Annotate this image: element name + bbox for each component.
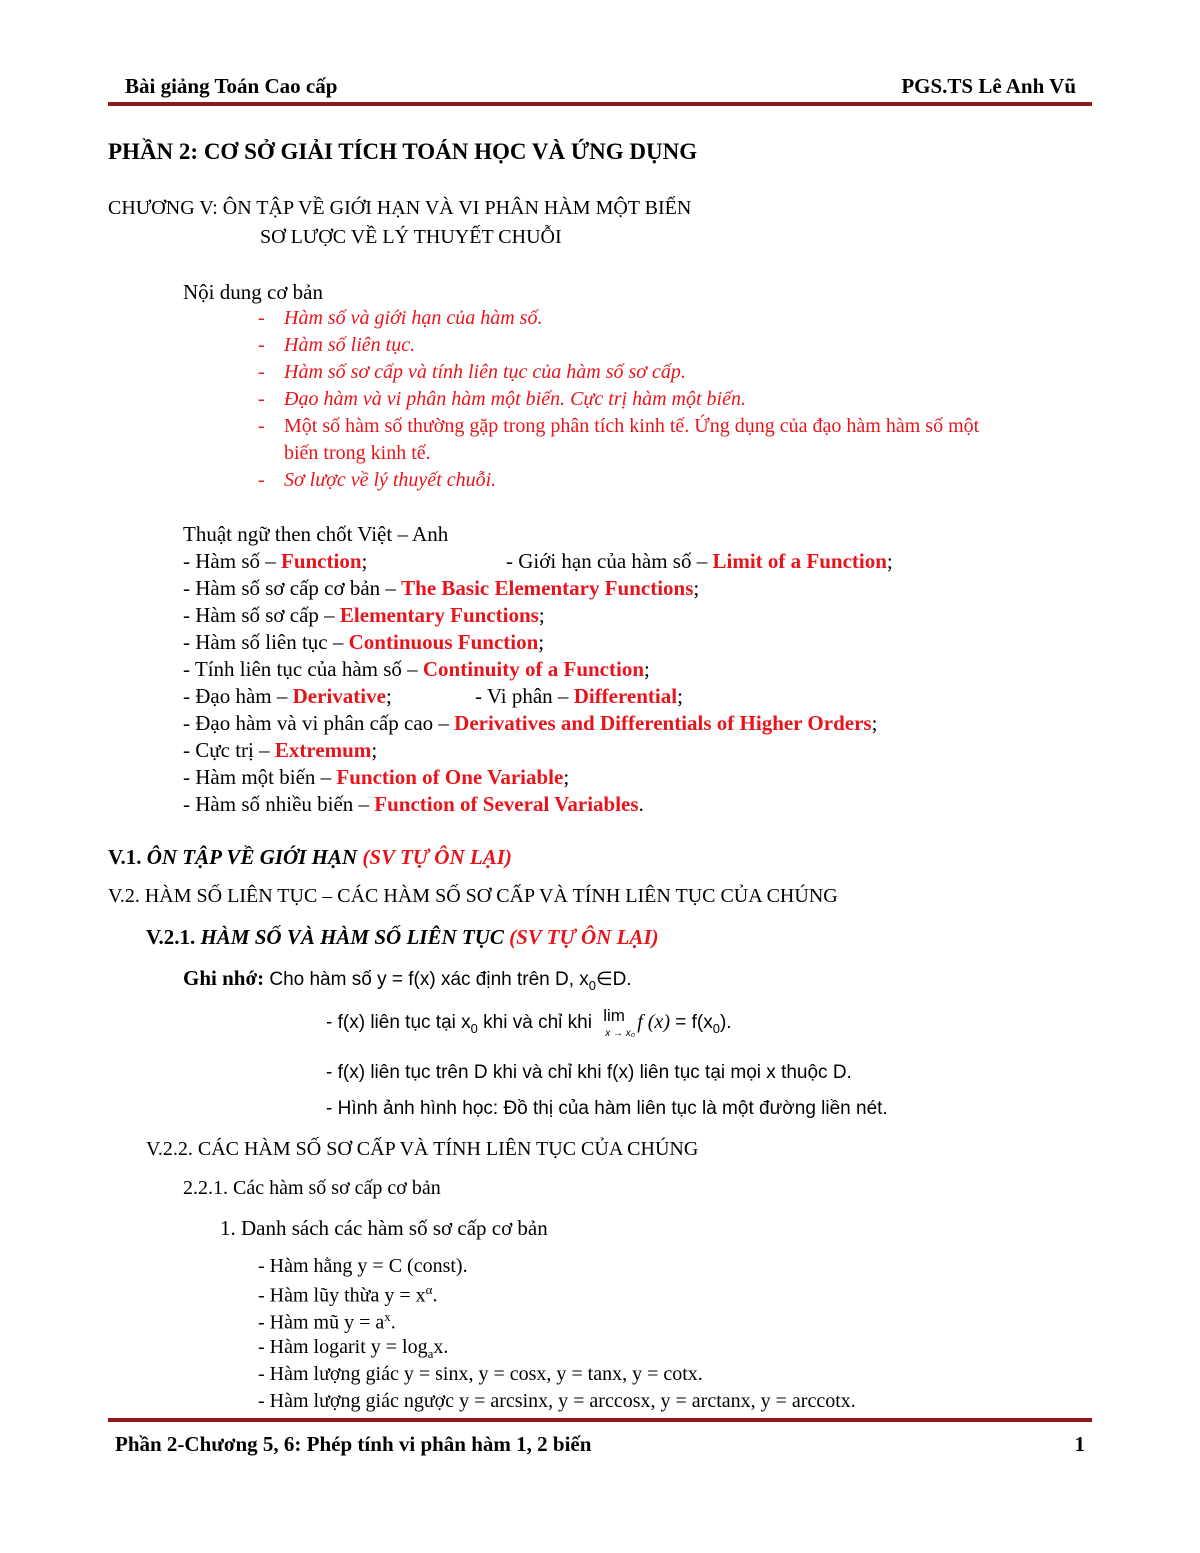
- ghinho-geometry: - Hình ảnh hình học: Đồ thị của hàm liên tục là một đường liền nét.: [326, 1098, 888, 1119]
- header-title: Bài giảng Toán Cao cấp: [125, 74, 338, 98]
- function-item: - Hàm hằng y = C (const).: [258, 1255, 468, 1277]
- header-rule: [108, 102, 1092, 106]
- content-item: - Hàm số sơ cấp và tính liên tục của hàm số sơ cấp.: [258, 361, 686, 383]
- footer-title: Phần 2-Chương 5, 6: Phép tính vi phân hàm 1, 2 biến: [115, 1432, 592, 1456]
- term-row: - Hàm một biến – Function of One Variable;: [183, 765, 570, 789]
- term-row: - Hàm số – Function;: [183, 549, 368, 573]
- function-item: - Hàm lượng giác y = sinx, y = cosx, y = tanx, y = cotx.: [258, 1363, 703, 1385]
- function-item: - Hàm logarit $y = \log_ax$.: [258, 1336, 449, 1361]
- content-item: - Sơ lược về lý thuyết chuỗi.: [258, 469, 497, 491]
- content-item: - Một số hàm số thường gặp trong phân tích kinh tế. Ứng dụng của đạo hàm hàm số một: [258, 415, 980, 437]
- term-row: - Hàm số sơ cấp cơ bản – The Basic Elementary Functions;: [183, 576, 700, 600]
- terms-heading: Thuật ngữ then chốt Việt – Anh: [183, 522, 449, 546]
- term-row: - Hàm số liên tục – Continuous Function;: [183, 630, 545, 654]
- ghinho-label: Ghi nhớ:: [183, 966, 265, 990]
- term-row: - Đạo hàm – Derivative;: [183, 684, 392, 708]
- list-title: 1. Danh sách các hàm số sơ cấp cơ bản: [220, 1216, 548, 1240]
- terms-list: [183, 549, 1083, 829]
- ghinho-continuity-domain: - f(x) liên tục trên D khi và chỉ khi f(x) liên tục tại mọi x thuộc D.: [326, 1062, 852, 1083]
- content-item: - Hàm số và giới hạn của hàm số.: [258, 307, 543, 329]
- function-item: - Hàm lượng giác ngược y = arcsinx, y = arccosx, y = arctanx, y = arccotx.: [258, 1390, 856, 1412]
- content-heading: Nội dung cơ bản: [183, 280, 323, 304]
- term-row: - Cực trị – Extremum;: [183, 738, 378, 762]
- function-item: - Hàm mũ $y = a^x$.: [258, 1309, 396, 1334]
- term-row: - Hàm số nhiều biến – Function of Several Variables.: [183, 792, 644, 816]
- content-item-continued: biến trong kinh tế.: [284, 442, 431, 464]
- ghinho-intro: Ghi nhớ: Cho hàm số y = f(x) xác định trên D, $x_0\in D$.: [183, 966, 632, 993]
- section-v2-heading: V.2. HÀM SỐ LIÊN TỤC – CÁC HÀM SỐ SƠ CẤP VÀ TÍNH LIÊN TỤC CỦA CHÚNG: [108, 885, 838, 907]
- ghinho-continuity-point: - f(x) liên tục tại $x_0$ khi và chỉ khi lim x → x₀ f $(x) = f(x_0)$.: [326, 1006, 732, 1039]
- term-row: - Vi phân – Differential;: [475, 684, 683, 708]
- term-row: - Đạo hàm và vi phân cấp cao – Derivatives and Differentials of Higher Orders;: [183, 711, 878, 735]
- content-item: - Đạo hàm và vi phân hàm một biến. Cực trị hàm một biến.: [258, 388, 746, 410]
- chapter-title-line2: SƠ LƯỢC VỀ LÝ THUYẾT CHUỖI: [260, 226, 562, 248]
- section-v22-heading: V.2.2. CÁC HÀM SỐ SƠ CẤP VÀ TÍNH LIÊN TỤC CỦA CHÚNG: [146, 1138, 699, 1160]
- section-v1-heading: V.1. ÔN TẬP VỀ GIỚI HẠN (SV TỰ ÔN LẠI): [108, 845, 512, 869]
- chapter-title-line1: CHƯƠNG V: ÔN TẬP VỀ GIỚI HẠN VÀ VI PHÂN HÀM MỘT BIẾN: [108, 197, 692, 219]
- function-item: - Hàm lũy thừa $y = x^\alpha$.: [258, 1282, 438, 1307]
- term-row: - Giới hạn của hàm số – Limit of a Function;: [506, 549, 893, 573]
- section-v21-heading: V.2.1. HÀM SỐ VÀ HÀM SỐ LIÊN TỤC (SV TỰ ÔN LẠI): [146, 925, 659, 949]
- part-title: PHẦN 2: CƠ SỞ GIẢI TÍCH TOÁN HỌC VÀ ỨNG DỤNG: [108, 139, 698, 164]
- content-item: - Hàm số liên tục.: [258, 334, 416, 356]
- limit-expression: lim x → x₀: [603, 1006, 635, 1039]
- term-row: - Tính liên tục của hàm số – Continuity of a Function;: [183, 657, 650, 681]
- header-author: PGS.TS Lê Anh Vũ: [901, 74, 1076, 98]
- page-number: 1: [1074, 1432, 1085, 1456]
- section-221-heading: 2.2.1. Các hàm số sơ cấp cơ bản: [183, 1177, 441, 1199]
- footer-rule: [108, 1418, 1092, 1422]
- term-row: - Hàm số sơ cấp – Elementary Functions;: [183, 603, 545, 627]
